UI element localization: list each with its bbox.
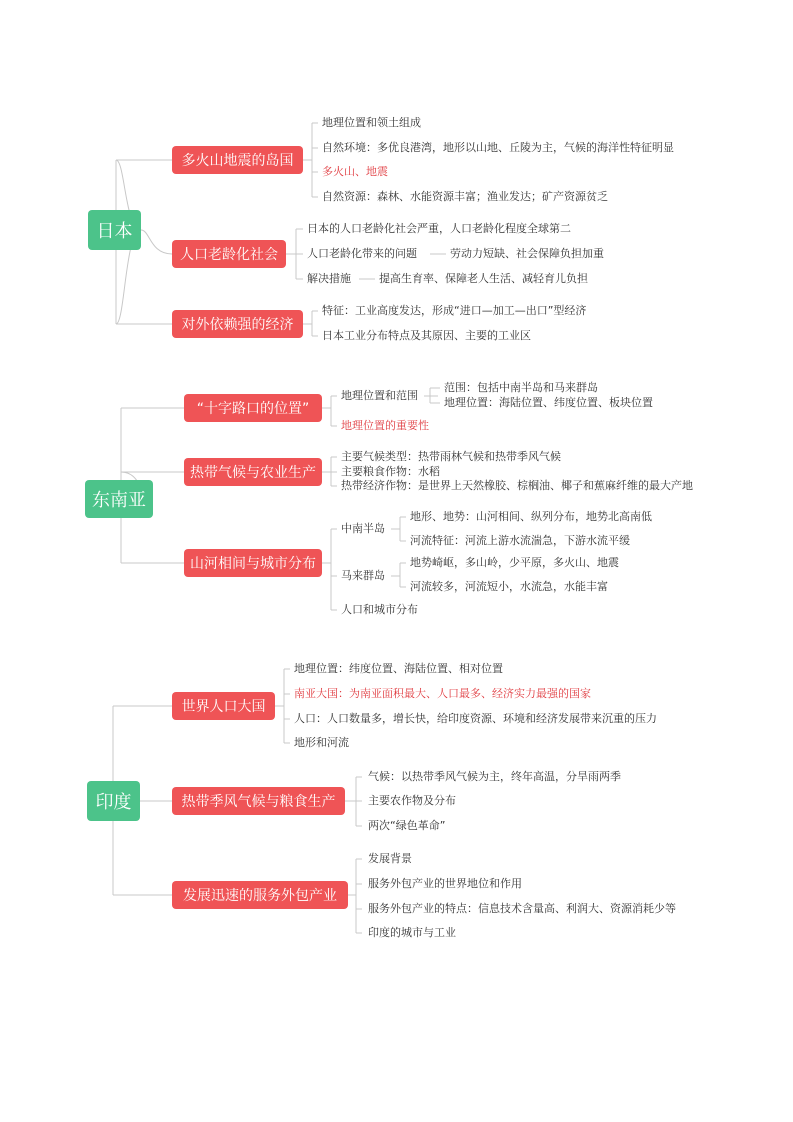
leaf-volcano-earthquake: 多火山、地震 <box>322 165 388 178</box>
leaf-economy-feature: 特征：工业高度发达，形成“进口—加工—出口”型经济 <box>322 304 587 317</box>
leaf-terrain-rivers: 地形和河流 <box>294 736 349 749</box>
leaf-aging-problems-detail: 劳动力短缺、社会保障负担加重 <box>450 247 604 260</box>
branch-monsoon-food[interactable]: 热带季风气候与粮食生产 <box>172 787 345 815</box>
branch-aging[interactable]: 人口老龄化社会 <box>172 240 286 268</box>
leaf-green-revolution: 两次“绿色革命” <box>368 819 446 832</box>
branch-climate-agriculture[interactable]: 热带气候与农业生产 <box>184 458 322 486</box>
leaf-cities-industry: 印度的城市与工业 <box>368 926 456 939</box>
leaf-aging-severity: 日本的人口老龄化社会严重，人口老龄化程度全球第二 <box>307 222 571 235</box>
leaf-outsourcing-status: 服务外包产业的世界地位和作用 <box>368 877 522 890</box>
leaf-location-importance: 地理位置的重要性 <box>341 419 429 432</box>
root-india[interactable]: 印度 <box>87 781 140 821</box>
leaf-malay-archipelago: 马来群岛 <box>341 569 385 582</box>
leaf-malay-rivers: 河流较多，河流短小，水流急，水能丰富 <box>410 580 608 593</box>
leaf-location: 地理位置和领土组成 <box>322 116 421 129</box>
leaf-geo-position: 地理位置：海陆位置、纬度位置、板块位置 <box>444 396 653 409</box>
branch-economy[interactable]: 对外依赖强的经济 <box>172 310 303 338</box>
leaf-natural-env: 自然环境：多优良港湾，地形以山地、丘陵为主，气候的海洋性特征明显 <box>322 141 674 154</box>
leaf-indochina: 中南半岛 <box>341 522 385 535</box>
leaf-india-population: 人口：人口数量多，增长快，给印度资源、环境和经济发展带来沉重的压力 <box>294 712 657 725</box>
leaf-range: 范围：包括中南半岛和马来群岛 <box>444 381 598 394</box>
leaf-cash-crops: 热带经济作物：是世界上天然橡胶、棕榈油、椰子和蕉麻纤维的最大产地 <box>341 479 693 492</box>
leaf-outsourcing-features: 服务外包产业的特点：信息技术含量高、利润大、资源消耗少等 <box>368 902 676 915</box>
leaf-climate-types: 主要气候类型：热带雨林气候和热带季风气候 <box>341 450 561 463</box>
leaf-india-location: 地理位置：纬度位置、海陆位置、相对位置 <box>294 662 503 675</box>
leaf-solutions: 解决措施 <box>307 272 351 285</box>
leaf-indochina-rivers: 河流特征：河流上游水流湍急，下游水流平缓 <box>410 534 630 547</box>
leaf-industry-distribution: 日本工业分布特点及其原因、主要的工业区 <box>322 329 531 342</box>
branch-outsourcing[interactable]: 发展迅速的服务外包产业 <box>172 881 348 909</box>
leaf-south-asia-power: 南亚大国：为南亚面积最大、人口最多、经济实力最强的国家 <box>294 687 591 700</box>
leaf-aging-problems: 人口老龄化带来的问题 <box>307 247 417 260</box>
leaf-india-climate: 气候：以热带季风气候为主，终年高温，分旱雨两季 <box>368 770 621 783</box>
branch-population[interactable]: 世界人口大国 <box>172 692 275 720</box>
leaf-main-crops: 主要农作物及分布 <box>368 794 456 807</box>
leaf-solutions-detail: 提高生育率、保障老人生活、减轻育儿负担 <box>379 272 588 285</box>
leaf-indochina-terrain: 地形、地势：山河相间、纵列分布，地势北高南低 <box>410 510 652 523</box>
root-southeast-asia[interactable]: 东南亚 <box>85 480 153 518</box>
leaf-background: 发展背景 <box>368 852 412 865</box>
branch-volcanic-island[interactable]: 多火山地震的岛国 <box>172 146 303 174</box>
branch-mountains-rivers[interactable]: 山河相间与城市分布 <box>184 549 322 577</box>
leaf-location-range: 地理位置和范围 <box>341 389 418 402</box>
root-japan[interactable]: 日本 <box>88 210 141 250</box>
leaf-natural-resources: 自然资源：森林、水能资源丰富；渔业发达；矿产资源贫乏 <box>322 190 608 203</box>
branch-crossroads[interactable]: “十字路口的位置” <box>184 394 322 422</box>
leaf-grain-crop: 主要粮食作物：水稻 <box>341 465 440 478</box>
leaf-malay-terrain: 地势崎岖，多山岭，少平原，多火山、地震 <box>410 556 619 569</box>
leaf-population-cities: 人口和城市分布 <box>341 603 418 616</box>
